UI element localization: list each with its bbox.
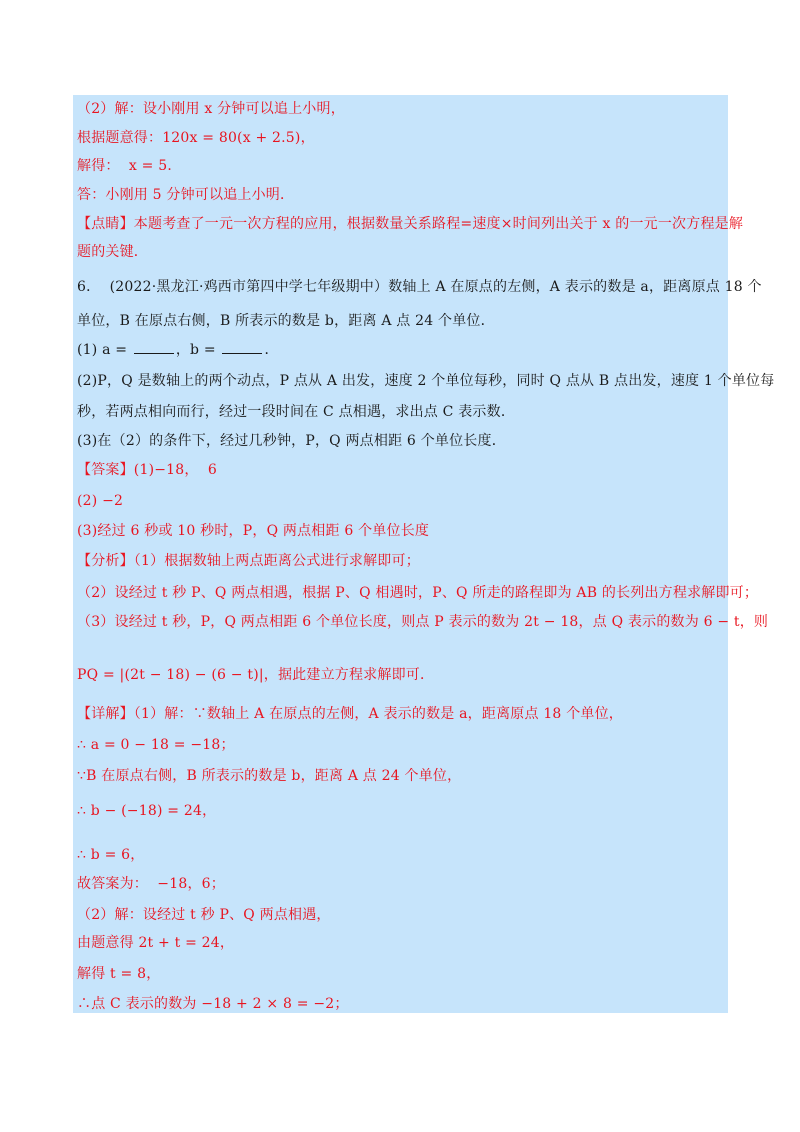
part2-setup-line: （2）解：设小刚用 x 分钟可以追上小明， bbox=[77, 101, 345, 117]
detail-line-1: 【详解】（1）解：∵数轴上 A 在原点的左侧，A 表示的数是 a，距离原点 18 个单位， bbox=[77, 706, 623, 722]
detail-line-10: ∴点 C 表示的数为 −18 + 2 × 8 = −2； bbox=[77, 996, 349, 1012]
question-6-part2-line-2: 秒，若两点相向而行，经过一段时间在 C 点相遇，求出点 C 表示数． bbox=[77, 404, 516, 420]
answer-blank-a bbox=[134, 341, 174, 354]
part1-end: ． bbox=[264, 342, 279, 358]
detail-line-9: 解得 t = 8， bbox=[77, 966, 161, 982]
detail-line-5: ∴ b = 6， bbox=[77, 847, 145, 863]
question-6-line-2: 单位，B 在原点右侧，B 所表示的数是 b，距离 A 点 24 个单位． bbox=[77, 313, 495, 329]
detail-line-2: ∴ a = 0 − 18 = −18； bbox=[77, 737, 235, 753]
comment-line-2: 题的关键． bbox=[77, 244, 148, 260]
equation-line: 根据题意得：120x = 80(x + 2.5)， bbox=[77, 130, 315, 146]
analysis-line-3: （3）设经过 t 秒，P，Q 两点相距 6 个单位长度，则点 P 表示的数为 2t − 18，点 Q 表示的数为 6 − t，则 bbox=[77, 614, 769, 630]
detail-line-7: （2）解：设经过 t 秒 P、Q 两点相遇， bbox=[77, 907, 331, 923]
answer-heading-line: 【答案】(1)−18， 6 bbox=[77, 462, 217, 478]
detail-line-4: ∴ b − (−18) = 24， bbox=[77, 803, 217, 819]
comment-line-1: 【点睛】本题考查了一元一次方程的应用，根据数量关系路程=速度×时间列出关于 x 的一元一次方程是解 bbox=[77, 216, 744, 232]
analysis-line-1: 【分析】（1）根据数轴上两点距离公式进行求解即可； bbox=[77, 553, 420, 569]
detail-line-3: ∵B 在原点右侧，B 所表示的数是 b，距离 A 点 24 个单位， bbox=[77, 768, 462, 784]
answer-blank-b bbox=[222, 341, 262, 354]
question-6-part2-line-1: (2)P，Q 是数轴上的两个动点，P 点从 A 出发，速度 2 个单位每秒，同时 Q 点从 B 点出发，速度 1 个单位每 bbox=[77, 373, 775, 389]
answer-part3: (3)经过 6 秒或 10 秒时，P，Q 两点相距 6 个单位长度 bbox=[77, 523, 430, 539]
detail-line-6: 故答案为： −18，6； bbox=[77, 876, 225, 892]
solve-line: 解得： x = 5． bbox=[77, 158, 182, 174]
question-6-line-1: 6． (2022·黑龙江·鸡西市第四中学七年级期中）数轴上 A 在原点的左侧，A 表示的数是 a，距离原点 18 个 bbox=[77, 279, 762, 295]
analysis-line-4: PQ = |(2t − 18) − (6 − t)|，据此建立方程求解即可． bbox=[77, 667, 435, 683]
question-6-part3: (3)在（2）的条件下，经过几秒钟，P，Q 两点相距 6 个单位长度． bbox=[77, 433, 506, 449]
question-6-part1 bbox=[77, 341, 279, 358]
detail-line-8: 由题意得 2t + t = 24， bbox=[77, 935, 235, 951]
part1-a-label: (1) a = bbox=[77, 342, 132, 358]
answer-part2: (2) −2 bbox=[77, 493, 124, 509]
answer-line: 答：小刚用 5 分钟可以追上小明． bbox=[77, 187, 295, 203]
part1-b-label: ，b = bbox=[175, 342, 221, 358]
analysis-line-2: （2）设经过 t 秒 P、Q 两点相遇，根据 P、Q 相遇时，P、Q 所走的路程即为 AB 的长列出方程求解即可； bbox=[77, 585, 759, 601]
